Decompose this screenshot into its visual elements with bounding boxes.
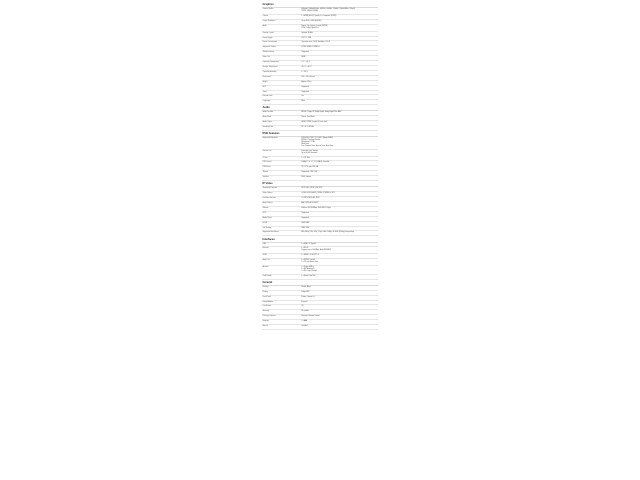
spec-key: Power Adapter — [262, 301, 274, 303]
spec-value-line: Favourite Lists, Sorting — [301, 150, 318, 152]
spec-value-line: 12V DC, 1.5A — [301, 37, 312, 39]
spec-row — [262, 325, 378, 330]
spec-value-line: 1 x RJ-45 — [301, 248, 309, 250]
spec-key: HDMI — [262, 255, 267, 257]
spec-value — [301, 66, 378, 70]
spec-key: Subtitles — [262, 177, 269, 179]
spec-value-line: 0 °C ~ 40 °C — [301, 62, 311, 64]
spec-value-line: H.264, MPEG-2, MPEG-4 — [301, 47, 320, 49]
spec-value — [301, 41, 378, 45]
spec-value-line: H.264, H.265 (HEVC), MPEG-2, MPEG-4, VP9 — [301, 193, 335, 195]
spec-key: Card Reader — [262, 275, 272, 277]
spec-key: Video Out — [262, 57, 270, 59]
spec-value — [301, 176, 378, 180]
spec-value-line: Power, Channel +/- — [301, 296, 315, 298]
spec-value — [301, 222, 378, 226]
spec-key: LNB Control — [262, 162, 272, 164]
spec-key: Certification — [262, 306, 272, 308]
spec-value — [301, 310, 378, 314]
spec-value — [301, 217, 378, 221]
spec-value — [301, 187, 378, 191]
spec-value-line: 1 x HDMI 1.4, HDCP 1.4 — [301, 255, 319, 257]
spec-value-line: 32 / 44.1 / 48 kHz — [301, 127, 314, 129]
spec-value — [301, 32, 378, 36]
spec-key: Supported Standards — [262, 138, 278, 140]
spec-key: Manual — [262, 326, 268, 328]
spec-row — [262, 150, 378, 157]
spec-value-line: Included — [301, 326, 308, 328]
spec-value — [301, 231, 378, 235]
spec-key: Languages — [262, 101, 271, 103]
section-title: Graphics — [262, 2, 378, 8]
spec-value — [301, 243, 378, 247]
spec-value-line: 1 x CI+ Slot — [301, 157, 310, 159]
spec-value-line: Approx. 420 g — [301, 81, 312, 83]
spec-value — [301, 207, 378, 211]
spec-value — [301, 37, 378, 41]
spec-value-line: 190 x 130 x 34 mm — [301, 76, 315, 78]
spec-value-line: DVB, Teletext — [301, 177, 312, 179]
spec-key: Supported Resolutions — [262, 232, 279, 234]
spec-value — [301, 227, 378, 231]
section-title: DVB Features — [262, 131, 378, 137]
spec-value-line: PCM / Dolby Digital Plus — [301, 27, 319, 29]
spec-value-line: Yes — [301, 96, 304, 98]
spec-key: Audio Out — [262, 260, 270, 262]
section-title: Audio — [262, 105, 378, 111]
spec-key: Audio Mode — [262, 117, 272, 119]
spec-value-line: Operation: max. 10 W, Standby: < 0.5 W — [301, 42, 330, 44]
spec-section — [262, 280, 378, 330]
spec-row — [262, 247, 378, 254]
spec-key: Front Panel — [262, 296, 271, 298]
spec-value — [301, 76, 378, 80]
spec-value — [301, 15, 378, 19]
spec-value — [301, 51, 378, 55]
spec-value — [301, 266, 378, 274]
spec-value — [301, 8, 378, 14]
spec-section — [262, 2, 378, 105]
spec-key: Subtitle Formats — [262, 52, 275, 54]
spec-value-line: Up to 10,000 channels — [301, 152, 318, 154]
spec-value-line: Supports up to 100 Mbps, Auto MDI/MDIX — [301, 250, 332, 252]
spec-value — [301, 56, 378, 60]
spec-value — [301, 121, 378, 125]
spec-value — [301, 291, 378, 295]
spec-value-line: Multi — [301, 101, 305, 103]
spec-value-line: 576i50, 480p60, 480i60 — [301, 11, 319, 13]
section-title: IP Video — [262, 181, 378, 187]
spec-key: Power Supply — [262, 37, 273, 39]
spec-key: Streaming Protocols — [262, 188, 277, 190]
spec-key: DLNA — [262, 222, 267, 224]
spec-value-line: Stereo, 2ch Output, Coaxial (S/PDIF) — [301, 25, 328, 27]
spec-key: Operating Humidity — [262, 71, 277, 73]
spec-key: Sampling Rate — [262, 127, 274, 129]
spec-value-line: 1 x 3.5 mm Stereo Jack — [301, 262, 319, 264]
spec-key: Remote Control — [262, 32, 274, 34]
spec-value — [301, 61, 378, 65]
spec-value — [301, 20, 378, 24]
spec-value — [301, 25, 378, 31]
spec-value-line: Supported — [301, 212, 309, 214]
spec-key: File Sharing — [262, 227, 272, 229]
spec-value-line: 1 x USB 2.0, Type A — [301, 243, 316, 245]
spec-value-line: 24 months — [301, 311, 309, 313]
spec-row — [262, 8, 378, 15]
spec-value-line: MPEG-2 Transport Stream — [301, 140, 321, 142]
spec-row — [262, 25, 378, 32]
spec-value — [301, 275, 378, 279]
spec-value-line: HDMI — [301, 57, 306, 59]
spec-value — [301, 171, 378, 175]
spec-value — [301, 202, 378, 206]
spec-value-line: 1 x IEC Antenna In — [301, 268, 315, 270]
spec-value — [301, 286, 378, 290]
spec-key: Audio Output — [262, 122, 272, 124]
spec-section — [262, 181, 378, 236]
spec-key: Weight — [262, 81, 268, 83]
spec-value-line: Up to 1920 x 1080 (Full HD) — [301, 20, 322, 22]
spec-key: Teletext — [262, 172, 269, 174]
spec-value — [301, 150, 378, 156]
spec-value — [301, 86, 378, 90]
spec-value — [301, 320, 378, 324]
spec-key: Display — [262, 291, 268, 293]
spec-key: Output Resolution — [262, 20, 276, 22]
spec-value — [301, 212, 378, 216]
spec-key: USB — [262, 243, 266, 245]
spec-key: Audio Decoder — [262, 112, 274, 114]
spec-key: Outputs — [262, 16, 269, 17]
spec-key: Channel List — [262, 150, 272, 152]
spec-value-line: HTTP, HLS, RTSP, UDP, RTP — [301, 188, 323, 190]
spec-value-line: Supported — [301, 91, 309, 93]
spec-key: Operating Temperature — [262, 62, 279, 64]
spec-value-line: 13 / 18 V, max. 400 mA — [301, 167, 318, 169]
spec-key: EPG — [262, 86, 266, 88]
spec-key: LNB Power — [262, 167, 271, 169]
spec-value-line: 1 x S/PDIF Coaxial — [301, 260, 315, 262]
section-title: General — [262, 280, 378, 286]
spec-row — [262, 266, 378, 275]
spec-value-line: 480i, 480p, 576i, 576p, 720p, 1080i, 1080p, 4K UHD (2160p) via upscaling — [301, 232, 355, 234]
spec-key: Audio Codecs — [262, 203, 273, 204]
spec-value-line: 1 x IEC Loop Through — [301, 270, 317, 272]
spec-row — [262, 137, 378, 150]
spec-value-line: MPEG-1 Layer I/II, Dolby Digital, Dolby Digital Plus, AAC — [301, 112, 342, 114]
spec-key: IPTV — [262, 212, 267, 214]
spec-key: Graphic Modes — [262, 9, 274, 11]
spec-key: Video Codecs — [262, 193, 273, 195]
spec-value — [301, 161, 378, 165]
spec-value-line: Stereo, Dual Mono — [301, 117, 315, 119]
spec-value — [301, 81, 378, 85]
spec-value-line: Blind Scan — [301, 143, 310, 145]
spec-value — [301, 46, 378, 50]
spec-key: Housing — [262, 286, 269, 288]
spec-value-line: DiSEqC 1.0, 1.1, 1.2, USALS, Unicable — [301, 162, 330, 164]
spec-section — [262, 105, 378, 131]
spec-value-line: CE — [301, 306, 304, 308]
spec-section — [262, 236, 378, 279]
spec-value-line: Receiver, Remote Control — [301, 316, 320, 318]
spec-value-line: 5 ~ 90 % — [301, 71, 308, 73]
spec-value — [301, 192, 378, 196]
spec-value — [301, 111, 378, 115]
spec-value — [301, 166, 378, 170]
spec-value-line: TS, MP4, MKV, AVI, MOV — [301, 198, 320, 200]
spec-value — [301, 157, 378, 161]
spec-key: Parental Lock — [262, 96, 273, 98]
spec-key: Network — [262, 207, 269, 209]
spec-value-line: Multistream, T2-MI — [301, 142, 315, 144]
spec-value — [301, 254, 378, 258]
spec-value-line: Ethernet 10/100 Mbps, Wi-Fi 802.11 b/g/n — [301, 207, 331, 209]
spec-value-line: 1080p60, 1080p50/60Hz, 1080i50, 1080i60, 720p60, 720p50/60Hz, 576p50, — [301, 9, 356, 11]
spec-value-line: Supported — [301, 52, 309, 54]
spec-key: Dimensions — [262, 76, 271, 78]
spec-value — [301, 137, 378, 149]
spec-value — [301, 116, 378, 120]
spec-value-line: Fast Channel Scan, Manual Scan, Auto Scan — [301, 145, 334, 147]
spec-value-line: 2 x AAA — [301, 321, 308, 323]
spec-key: Supported Codecs — [262, 47, 276, 49]
spec-value-line: Supported — [301, 217, 309, 219]
spec-key: CI Slot — [262, 157, 268, 159]
spec-value-line: 1 x HDMI (HDCP) Type A, 1 x Composite (CVBS) — [301, 16, 337, 17]
spec-value — [301, 315, 378, 319]
spec-value-line: 1 x F-type LNB In — [301, 266, 314, 268]
spec-value — [301, 247, 378, 253]
spec-key: Ethernet — [262, 248, 269, 250]
spec-value-line: DVB-S/S2, DVB-T/T2, DVB-C (Annex A/B/C) — [301, 138, 334, 140]
spec-value — [301, 301, 378, 305]
spec-value — [301, 71, 378, 75]
spec-row — [262, 259, 378, 266]
spec-value — [301, 305, 378, 309]
spec-value — [301, 126, 378, 130]
spec-value — [301, 259, 378, 265]
spec-value-line: 4-digit LED — [301, 291, 310, 293]
spec-key: Container Formats — [262, 198, 276, 200]
spec-value-line: Supported — [301, 86, 309, 88]
spec-key: Batteries — [262, 321, 269, 323]
spec-section — [262, 131, 378, 181]
spec-value-line: 1 x Smart Card Slot — [301, 275, 316, 277]
spec-value — [301, 197, 378, 201]
spec-value — [301, 95, 378, 99]
spec-key: Storage Temperature — [262, 66, 278, 68]
spec-value-line: SMB, NFS — [301, 227, 309, 229]
spec-key: Media Player — [262, 217, 272, 219]
spec-value-line: Supported, OSD / VBI — [301, 172, 317, 174]
spec-value-line: AAC, MP3, AC3, E-AC3 — [301, 203, 319, 204]
spec-value-line: -20 °C ~ 60 °C — [301, 66, 312, 68]
spec-value-line: Infrared, 38 kHz — [301, 32, 313, 34]
spec-value — [301, 91, 378, 95]
spec-key: Antenna — [262, 266, 269, 268]
spec-value-line: DMP, DMR — [301, 222, 310, 224]
spec-key: Power Consumption — [262, 42, 277, 44]
spec-key: Timer — [262, 91, 267, 93]
spec-value-line: Plastic, Black — [301, 286, 311, 288]
spec-value — [301, 296, 378, 300]
spec-value — [301, 100, 378, 104]
spec-value-line: External — [301, 301, 308, 303]
section-title: Interfaces — [262, 236, 378, 242]
spec-value — [301, 325, 378, 329]
spec-key: Warranty — [262, 311, 269, 313]
spec-key: Package Contents — [262, 316, 276, 318]
spec-sheet — [262, 2, 378, 330]
spec-key: Audio — [262, 25, 267, 27]
spec-value-line: HDMI, S/PDIF Coaxial, 3.5 mm Jack — [301, 122, 328, 124]
